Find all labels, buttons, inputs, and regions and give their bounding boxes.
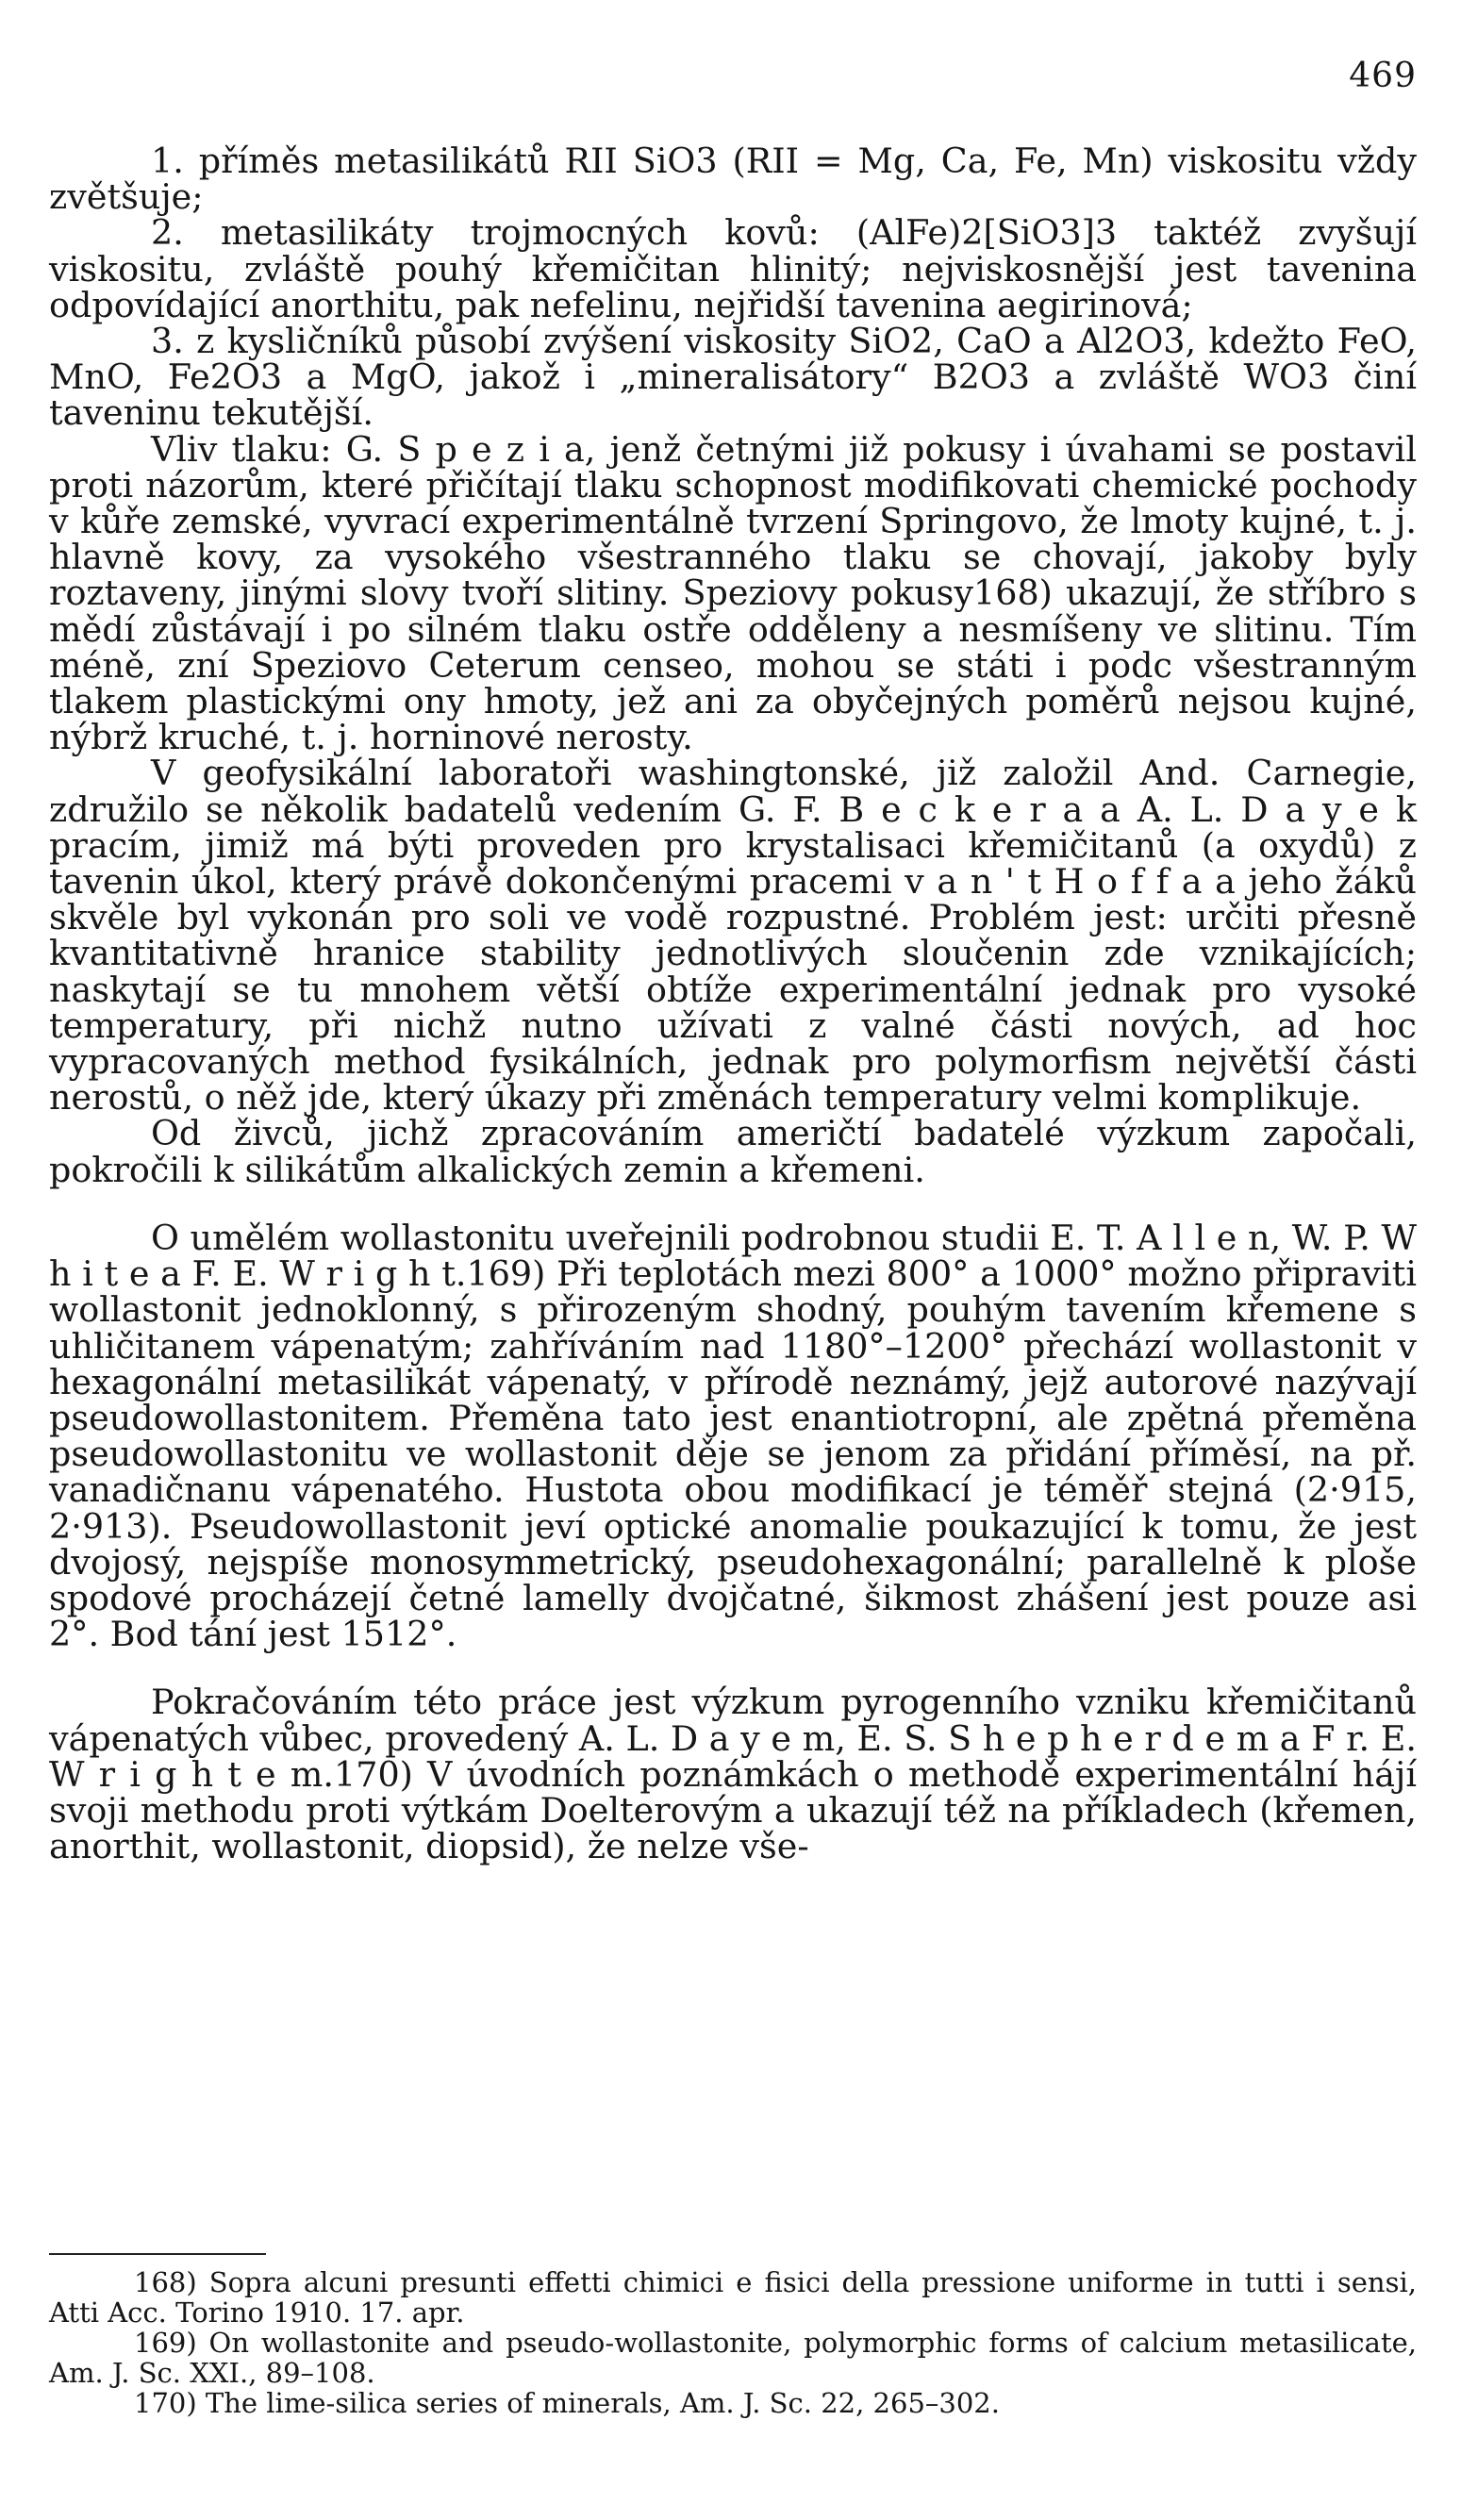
footnote-168: 168) Sopra alcuni presunti effetti chimici e fisici della pressione uniforme in tutti i sensi, Atti Acc. Torino 1910. 17. apr.	[49, 2266, 1417, 2329]
footnote-169: 169) On wollastonite and pseudo-wollastonite, polymorphic forms of calcium metasilicate, Am. J. Sc. XXI., 89–108.	[49, 2327, 1417, 2389]
paragraph-4: Vliv tlaku: G. S p e z i a, jenž četnými již pokusy i úvahami se postavil proti názorům, které přičítají tlaku schopnost modifikovati chemické pochody v kůře zemské, vyvrací experimentálně tvrzení Springovo, že lmoty kujné, t. j. hlavně kovy, za vysokého všestranného tlaku se chovají, jakoby byly roztaveny, jinými slovy tvoří slitiny. Speziovy pokusy168) ukazují, že stříbro s mědí zůstávají i po silném tlaku ostře odděleny a nesmíšeny ve slitinu. Tím méně, zní Speziovo Ceterum censeo, mohou se státi i podc všestranným tlakem plastickými ony hmoty, jež ani za obyčejných poměrů nejsou kujné, nýbrž kruché, t. j. horninové nerosty.	[49, 428, 1417, 758]
body-text	[49, 143, 1417, 1865]
paragraph-1: 1. příměs metasilikátů RII SiO3 (RII = Mg, Ca, Fe, Mn) viskositu vždy zvětšuje;	[49, 141, 1417, 218]
page-number: 469	[1349, 57, 1417, 95]
footnote-divider	[49, 2253, 266, 2255]
footnotes	[49, 2267, 1417, 2418]
paragraph-2: 2. metasilikáty trojmocných kovů: (AlFe)2[SiO3]3 taktéž zvyšují viskositu, zvláště pouhý křemičitan hlinitý; nejviskosnější jest tavenina odpovídající anorthitu, pak nefelinu, nejřidší tavenina aegirinová;	[49, 212, 1417, 325]
paragraph-6: Od živců, jichž zpracováním američtí badatelé výzkum započali, pokročili k silikátům alkalických zemin a křemeni.	[49, 1113, 1417, 1190]
paragraph-8: Pokračováním této práce jest výzkum pyrogenního vzniku křemičitanů vápenatých vůbec, provedený A. L. D a y e m, E. S. S h e p h e r d e m a F r. E. W r i g h t e m.170) V úvodních poznámkách o methodě experimentální hájí svoji methodu proti výtkám Doelterovým a ukazují též na příkladech (křemen, anorthit, wollastonit, diopsid), že nelze vše-	[49, 1682, 1417, 1867]
paragraph-5: V geofysikální laboratoři washingtonské, již založil And. Carnegie, združilo se několik badatelů vedením G. F. B e c k e r a a A. L. D a y e k pracím, jimiž má býti proveden pro krystalisaci křemičitanů (a oxydů) z tavenin úkol, který právě dokončenými pracemi v a n ' t H o f f a a jeho žáků skvěle byl vykonán pro soli ve vodě rozpustné. Problém jest: určiti přesně kvantitativně hranice stability jednotlivých sloučenin zde vznikajících; naskytají se tu mnohem větší obtíže experimentální jednak pro vysoké temperatury, při nichž nutno užívati z valné části nových, ad hoc vypracovaných method fysikálních, jednak pro polymorfism největší části nerostů, o něž jde, který úkazy při změnách temperatury velmi komplikuje.	[49, 753, 1417, 1119]
paragraph-3: 3. z kysličníků působí zvýšení viskosity SiO2, CaO a Al2O3, kdežto FeO, MnO, Fe2O3 a MgO, jakož i „mineralisátory“ B2O3 a zvláště WO3 činí taveninu tekutější.	[49, 321, 1417, 434]
paragraph-7: O umělém wollastonitu uveřejnili podrobnou studii E. T. A l l e n, W. P. W h i t e a F. E. W r i g h t.169) Při teplotách mezi 800° a 1000° možno připraviti wollastonit jednoklonný, s přirozeným shodný, pouhým tavením křemene s uhličitanem vápenatým; zahříváním nad 1180°–1200° přechází wollastonit v hexagonální metasilikát vápenatý, v přírodě neznámý, jejž autorové nazývají pseudowollastonitem. Přeměna tato jest enantiotropní, ale zpětná přeměna pseudowollastonitu ve wollastonit děje se jenom za přidání příměsí, na př. vanadičnanu vápenatého. Hustota obou modifikací je téměř stejná (2·915, 2·913). Pseudowollastonit jeví optické anomalie poukazující k tomu, že jest dvojosý, nejspíše monosymmetrický, pseudohexagonální; parallelně k ploše spodové procházejí četné lamelly dvojčatné, šikmost zhášení jest pouze asi 2°. Bod tání jest 1512°.	[49, 1217, 1417, 1655]
footnote-170: 170) The lime-silica series of minerals, Am. J. Sc. 22, 265–302.	[134, 2387, 1000, 2419]
